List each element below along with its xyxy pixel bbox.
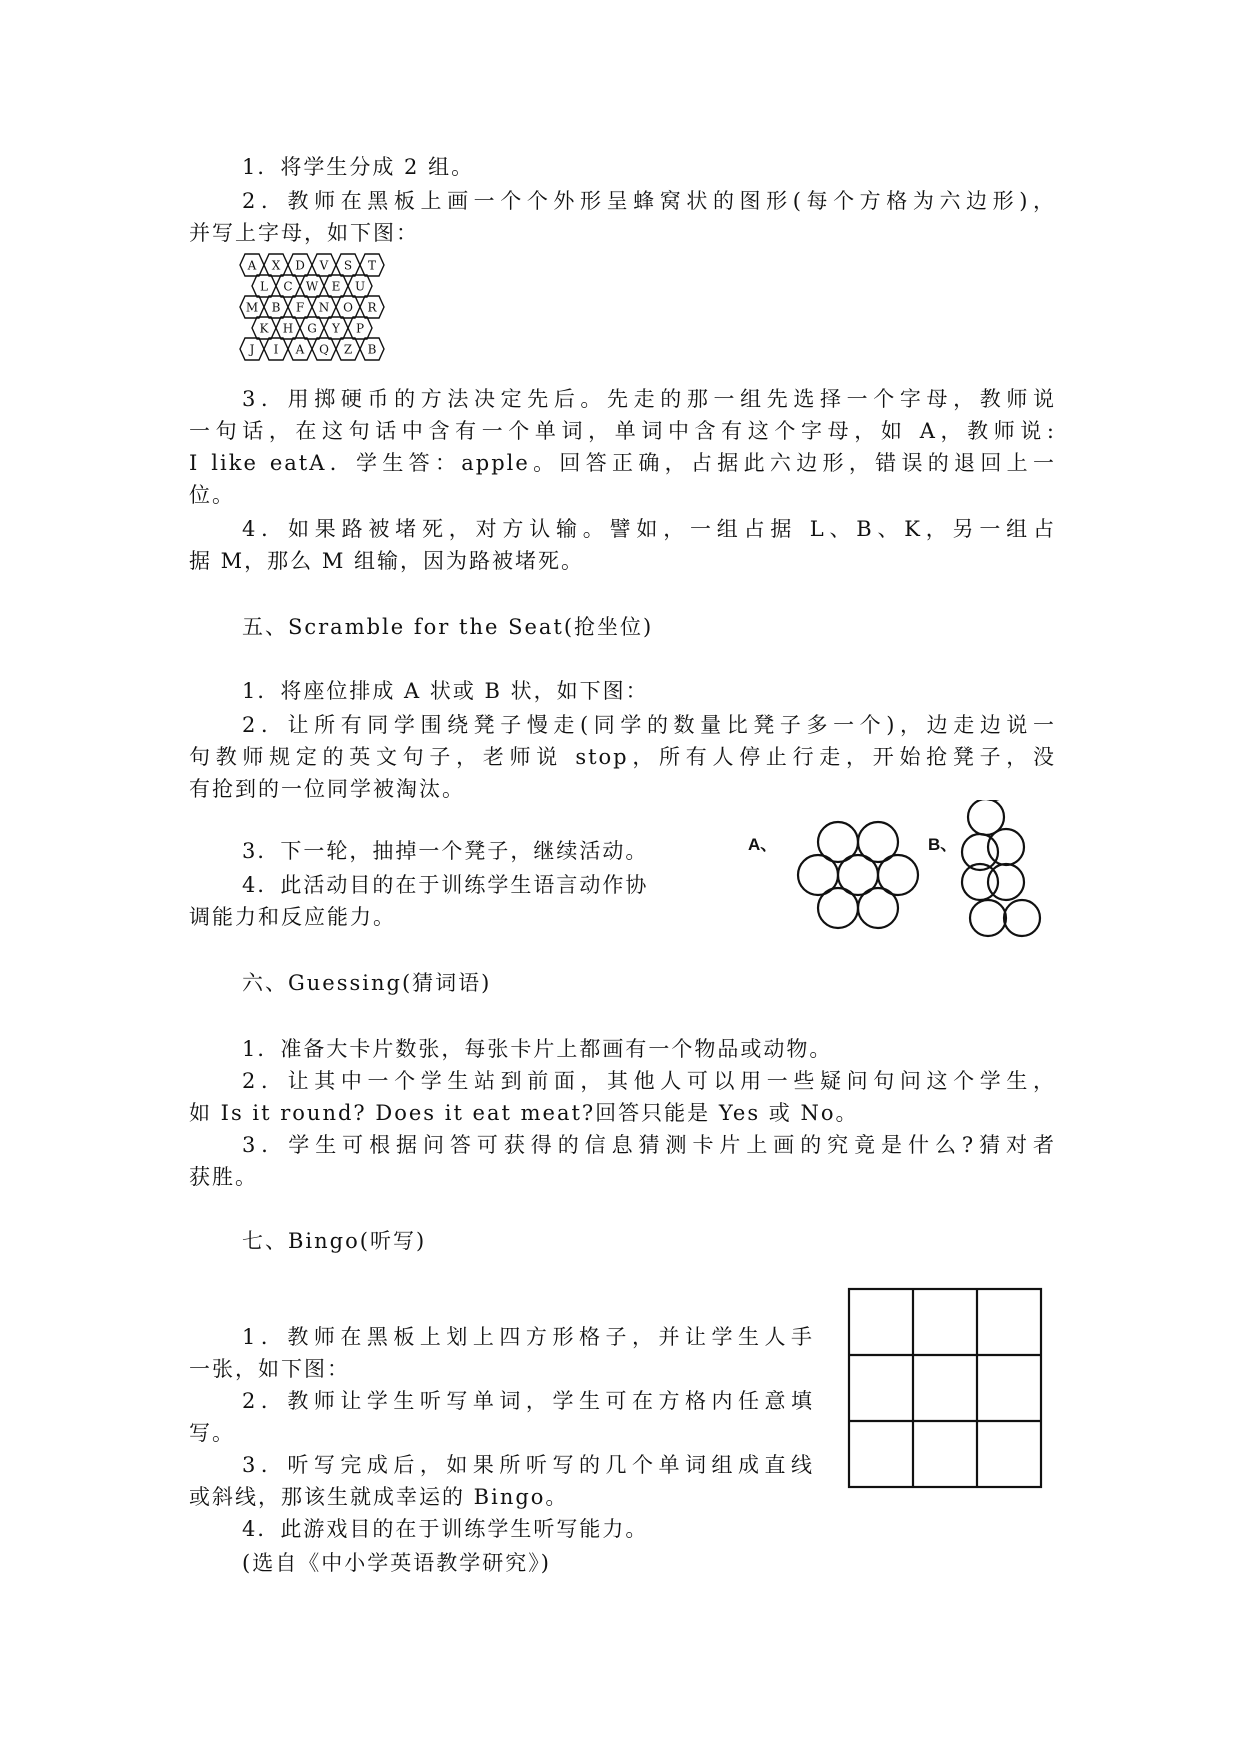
text-line: 据 M，那么 M 组输，因为路被堵死。 bbox=[189, 549, 585, 573]
arrangement-a-seats bbox=[798, 822, 918, 928]
hex-letter: B bbox=[271, 300, 281, 315]
hex-letter: W bbox=[305, 279, 319, 294]
arrangement-b-seats bbox=[962, 800, 1040, 936]
hex-letter: V bbox=[319, 258, 329, 273]
hex-cell bbox=[264, 296, 288, 318]
text-line: 1．将座位排成 A 状或 B 状，如下图： bbox=[242, 679, 649, 703]
hex-cell bbox=[336, 338, 360, 360]
hex-letter: A bbox=[247, 258, 257, 273]
hex-cell bbox=[324, 275, 348, 297]
bingo-grid-border bbox=[849, 1289, 1041, 1487]
seat bbox=[1004, 900, 1040, 936]
text-line: I like eatA．学生答：apple。回答正确，占据此六边形，错误的退回上一 bbox=[189, 451, 1056, 475]
hex-cell bbox=[336, 254, 360, 276]
hex-cell bbox=[312, 296, 336, 318]
hex-cell bbox=[324, 317, 348, 339]
text-line: 如 Is it round? Does it eat meat?回答只能是 Yes 或 No。 bbox=[189, 1101, 859, 1125]
text-line: 1．将学生分成 2 组。 bbox=[242, 155, 475, 179]
hex-letter: M bbox=[245, 300, 259, 315]
text-line: 4．此活动目的在于训练学生语言动作协 bbox=[242, 873, 649, 897]
hex-letter: R bbox=[367, 300, 377, 315]
text-line: 写。 bbox=[189, 1421, 235, 1445]
text-line: 2．让其中一个学生站到前面，其他人可以用一些疑问句问这个学生， bbox=[242, 1069, 1056, 1093]
text-line: 1．教师在黑板上划上四方形格子，并让学生人手 bbox=[242, 1325, 814, 1349]
text-line: 并写上字母，如下图： bbox=[189, 221, 419, 245]
hex-letter: N bbox=[318, 300, 330, 315]
hex-letter: K bbox=[259, 321, 269, 336]
hex-cell bbox=[360, 296, 384, 318]
arrangement-a-label: A、 bbox=[748, 835, 778, 854]
text-line: 一句话，在这句话中含有一个单词，单词中含有这个字母，如 A，教师说: bbox=[189, 419, 1056, 443]
arrangement-b-label: B、 bbox=[928, 835, 958, 854]
text-line: 或斜线，那该生就成幸运的 Bingo。 bbox=[189, 1485, 569, 1509]
text-line: 句教师规定的英文句子，老师说 stop，所有人停止行走，开始抢凳子，没 bbox=[189, 745, 1056, 769]
seat bbox=[988, 829, 1024, 865]
hex-cell bbox=[288, 338, 312, 360]
hex-letter: E bbox=[331, 279, 341, 294]
hex-cell bbox=[360, 338, 384, 360]
hex-letter: X bbox=[271, 258, 281, 273]
hex-letter: C bbox=[283, 279, 293, 294]
hex-letter: O bbox=[343, 300, 353, 315]
hex-cell bbox=[336, 296, 360, 318]
text-line: 4．此游戏目的在于训练学生听写能力。 bbox=[242, 1517, 649, 1541]
hex-cell bbox=[312, 254, 336, 276]
text-line: 3．听写完成后，如果所听写的几个单词组成直线 bbox=[242, 1453, 814, 1477]
hex-letter: T bbox=[367, 258, 377, 273]
seat bbox=[838, 855, 878, 895]
hex-cell bbox=[264, 338, 288, 360]
seat-arrangement-figure bbox=[740, 800, 1050, 950]
text-line: 有抢到的一位同学被淘汰。 bbox=[189, 777, 465, 801]
honeycomb-letter-grid bbox=[238, 252, 398, 370]
text-line: 3．下一轮，抽掉一个凳子，继续活动。 bbox=[242, 839, 649, 863]
hex-letter: Y bbox=[332, 321, 340, 336]
hex-letter: S bbox=[343, 258, 353, 273]
hex-letter: B bbox=[367, 342, 377, 357]
hex-cell bbox=[288, 296, 312, 318]
hex-cell bbox=[240, 338, 264, 360]
text-line: 3．学生可根据问答可获得的信息猜测卡片上画的究竟是什么?猜对者 bbox=[242, 1133, 1056, 1157]
hex-cell bbox=[240, 254, 264, 276]
hex-cell bbox=[300, 317, 324, 339]
hex-cell bbox=[252, 317, 276, 339]
text-line: 一张，如下图： bbox=[189, 1357, 350, 1381]
hex-cell bbox=[360, 254, 384, 276]
text-line: 2．教师在黑板上画一个个外形呈蜂窝状的图形(每个方格为六边形)， bbox=[242, 189, 1056, 213]
text-line: 2．让所有同学围绕凳子慢走(同学的数量比凳子多一个)，边走边说一 bbox=[242, 713, 1056, 737]
hex-cell bbox=[348, 275, 372, 297]
section-heading: 六、Guessing(猜词语) bbox=[242, 971, 492, 995]
hex-letter: H bbox=[282, 321, 294, 336]
hex-cell bbox=[276, 317, 300, 339]
hex-letter: Q bbox=[319, 342, 329, 357]
text-line: 获胜。 bbox=[189, 1165, 258, 1189]
hex-letter: Z bbox=[343, 342, 353, 357]
hex-letter: D bbox=[295, 258, 305, 273]
text-line: 3．用掷硬币的方法决定先后。先走的那一组先选择一个字母，教师说 bbox=[242, 387, 1056, 411]
hex-cell bbox=[240, 296, 264, 318]
hex-letter: I bbox=[273, 342, 279, 357]
hex-letter: L bbox=[260, 279, 268, 294]
text-line: 4．如果路被堵死，对方认输。譬如，一组占据 L、B、K，另一组占 bbox=[242, 517, 1056, 541]
text-line: 2．教师让学生听写单词，学生可在方格内任意填 bbox=[242, 1389, 814, 1413]
bingo-grid-figure bbox=[845, 1285, 1045, 1491]
hex-cell bbox=[264, 254, 288, 276]
hex-letter: A bbox=[295, 342, 305, 357]
text-line: 位。 bbox=[189, 483, 235, 507]
hex-letter: F bbox=[295, 300, 305, 315]
hex-cell bbox=[312, 338, 336, 360]
seat bbox=[970, 900, 1006, 936]
hex-cell bbox=[252, 275, 276, 297]
section-heading: 七、Bingo(听写) bbox=[242, 1229, 427, 1253]
hex-cell bbox=[300, 275, 324, 297]
hex-cell bbox=[288, 254, 312, 276]
text-line: 1．准备大卡片数张，每张卡片上都画有一个物品或动物。 bbox=[242, 1037, 833, 1061]
hex-cell bbox=[348, 317, 372, 339]
section-heading: 五、Scramble for the Seat(抢坐位) bbox=[242, 615, 654, 639]
hex-cell bbox=[276, 275, 300, 297]
source-citation: (选自《中小学英语教学研究》) bbox=[242, 1551, 551, 1575]
text-line: 调能力和反应能力。 bbox=[189, 905, 396, 929]
hex-letter: G bbox=[307, 321, 317, 336]
hex-letter: J bbox=[249, 342, 255, 357]
hex-letter: P bbox=[355, 321, 365, 336]
hex-letter: U bbox=[354, 279, 366, 294]
